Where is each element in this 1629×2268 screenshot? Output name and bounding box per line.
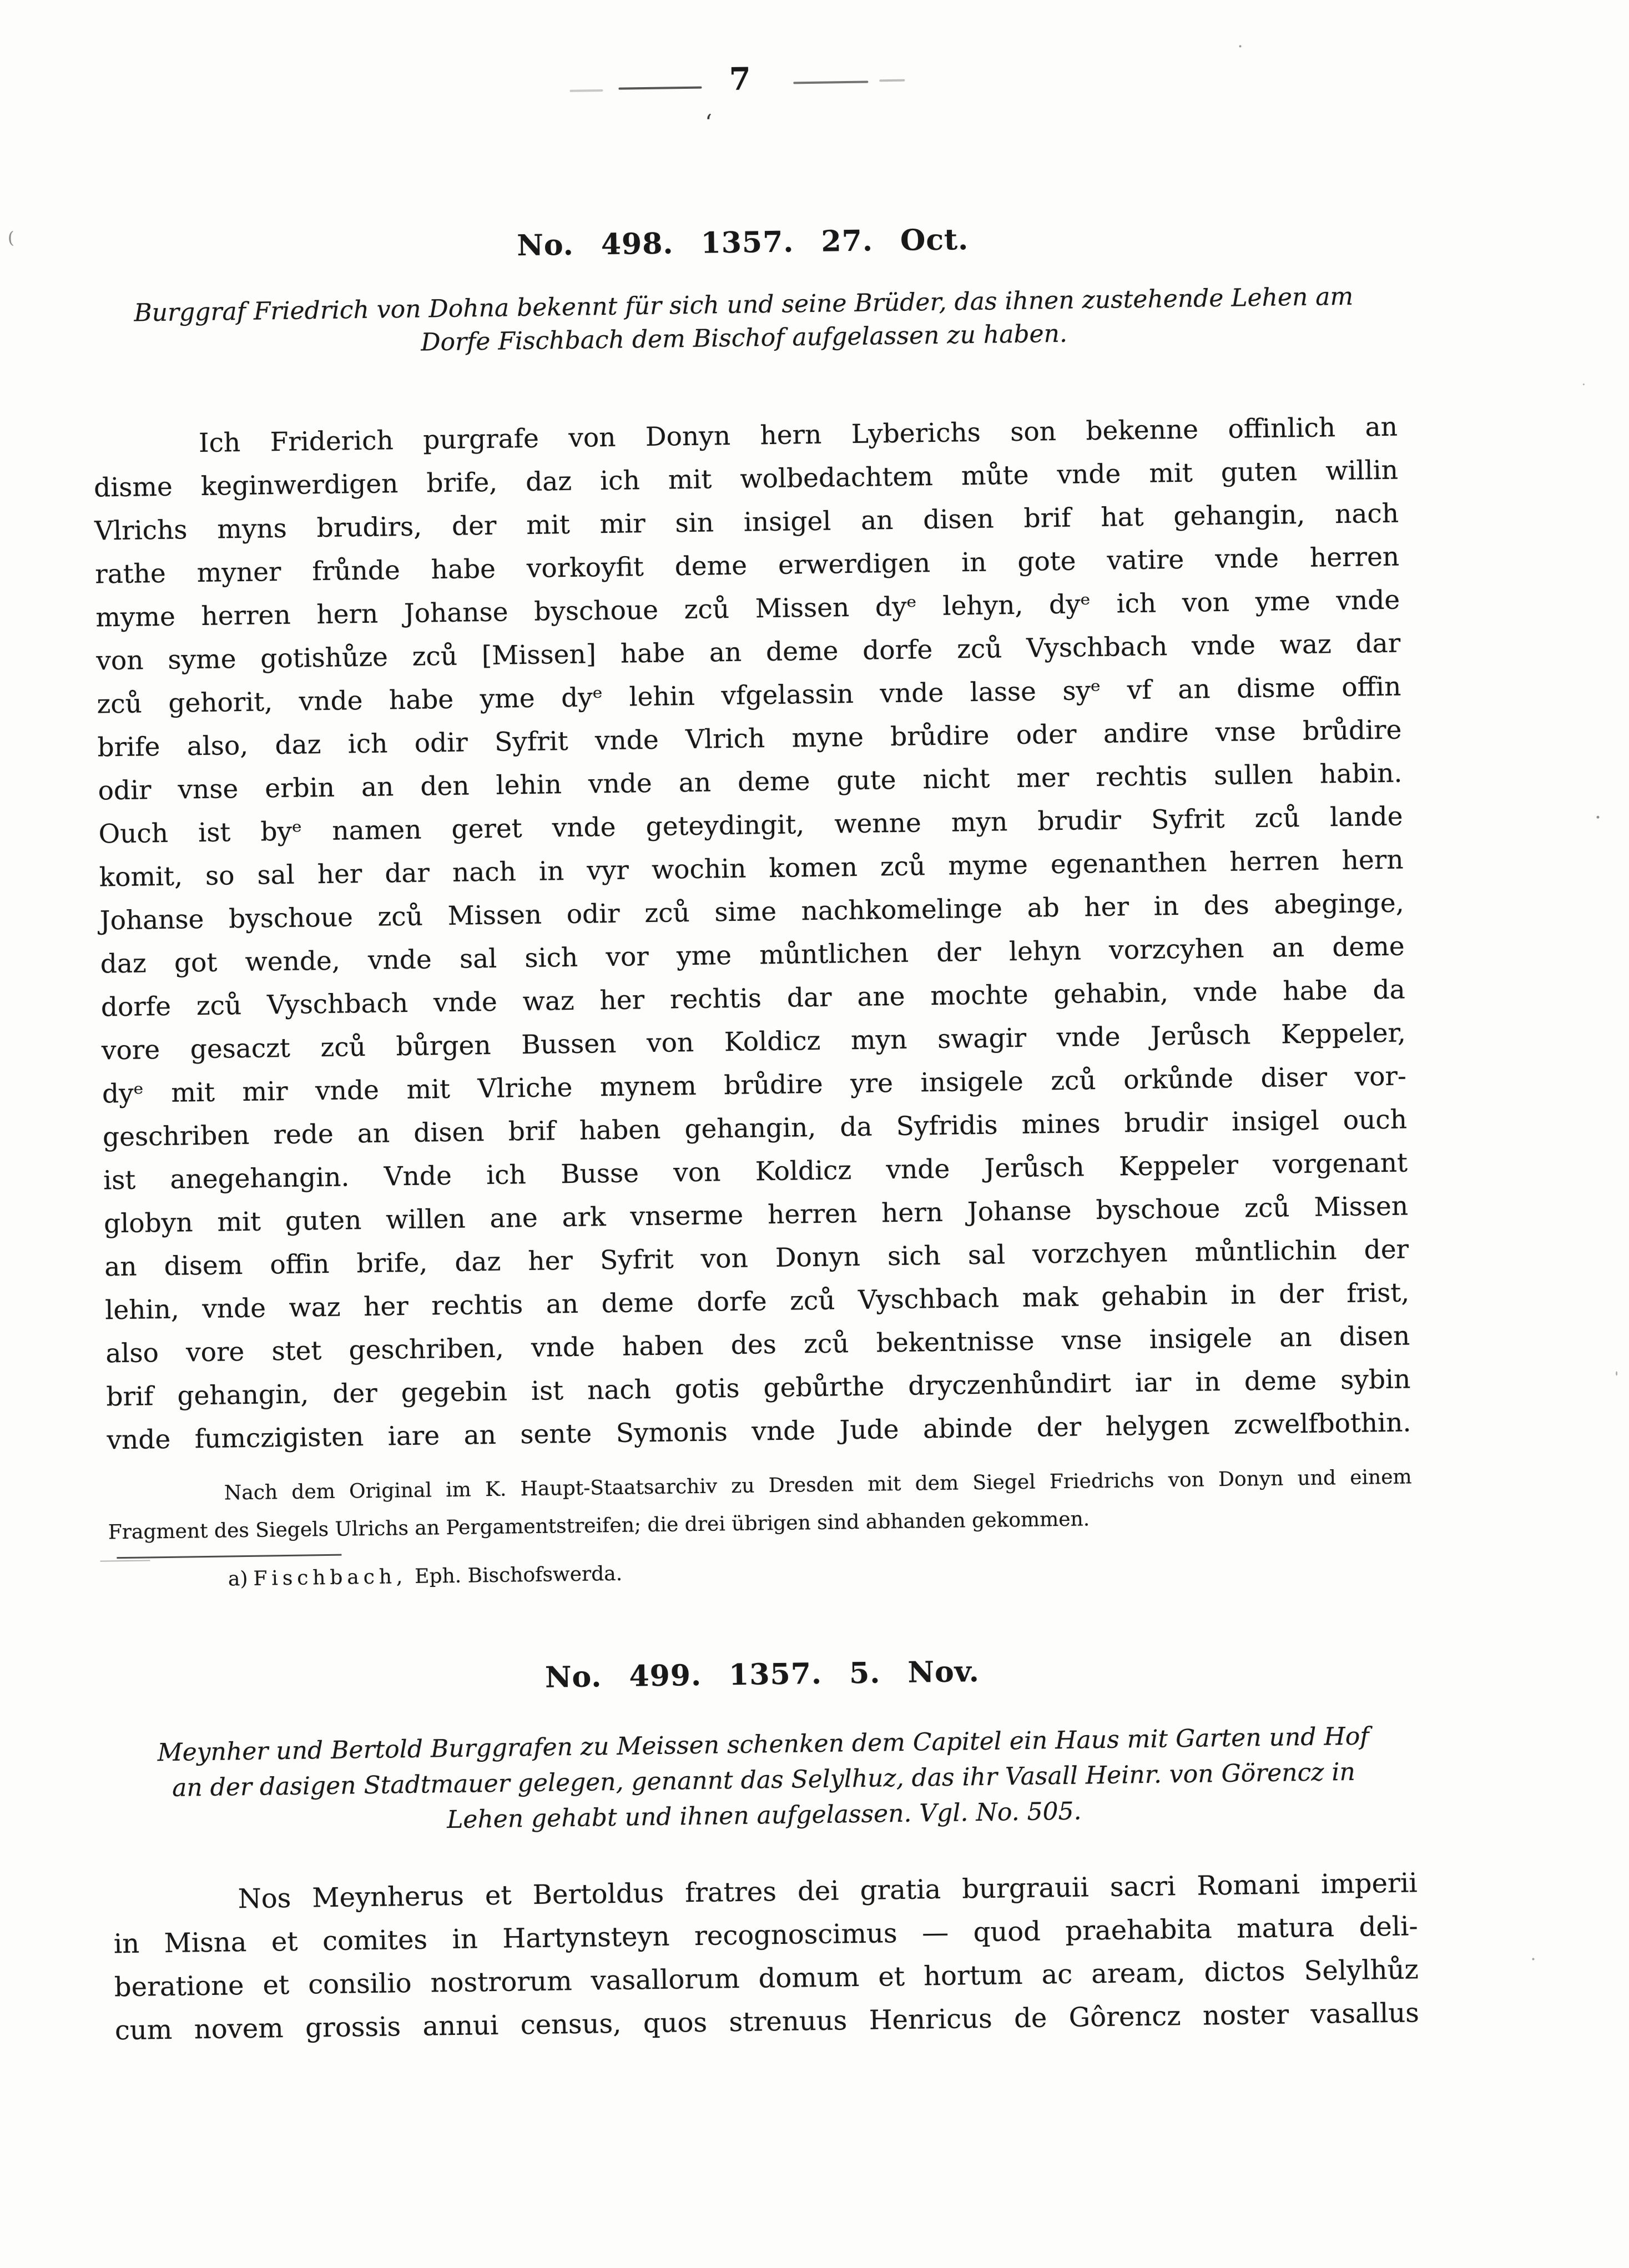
charter-498-body [93, 406, 1411, 1463]
body-line: geschriben rede an disen brif haben gehangin, da Syfridis mines brudir insigel ouch [102, 1104, 1408, 1153]
footnote-a [228, 1563, 623, 1591]
body-line: Ouch ist byᵉ namen geret vnde geteydingit, wenne myn brudir Syfrit zců lande [98, 801, 1403, 850]
body-line: brife also, daz ich odir Syfrit vnde Vlrich myne brůdire oder andire vnse brůdire [97, 714, 1402, 763]
body-line: zců gehorit, vnde habe yme dyᵉ lehin vfgelassin vnde lasse syᵉ vf an disme offin [97, 671, 1401, 720]
body-line: also vore stet geschriben, vnde haben des zců bekentnisse vnse insigele an disen [105, 1321, 1410, 1369]
footnote-rule [117, 1554, 341, 1559]
body-line: an disem offin brife, daz her Syfrit von Donyn sich sal vorzchyen můntlichin der [104, 1234, 1409, 1283]
summary-line: an der dasigen Stadtmauer gelegen, genannt das Selylhuz, das ihr Vasall Heinr. von Görencz in [172, 1757, 1356, 1802]
footnote-term: Fischbach, [253, 1565, 407, 1590]
charter-499-body [113, 1861, 1419, 2052]
body-line: rathe myner frůnde habe vorkoyfit deme erwerdigen in gote vatire vnde herren [94, 541, 1400, 590]
scan-speck [1239, 45, 1242, 47]
body-line: vore gesaczt zců bůrgen Bussen von Koldicz myn swagir vnde Jerůsch Keppeler, [101, 1017, 1406, 1066]
summary-line: Meynher und Bertold Burggrafen zu Meissen schenken dem Capitel ein Haus mit Garten und Hof [157, 1722, 1369, 1767]
source-note-line: Fragment des Siegels Ulrichs an Pergamentstreifen; die drei übrigen sind abhanden gekommen. [108, 1508, 1090, 1544]
scan-speck [1596, 816, 1599, 819]
footnote-rule-fragment [100, 1560, 150, 1561]
charter-498-heading: No. 498. 1357. 27. Oct. [516, 223, 969, 263]
summary-line: Dorfe Fischbach dem Bischof aufgelassen zu haben. [420, 319, 1068, 357]
charter-499-heading: No. 499. 1357. 5. Nov. [544, 1655, 980, 1695]
scan-speck [1583, 384, 1585, 385]
body-line: Ich Friderich purgrafe von Donyn hern Lyberichs son bekenne offinlich an [198, 411, 1398, 458]
page-number: 7 [729, 61, 753, 98]
body-line: beratione et consilio nostrorum vasallorum domum et hortum ac aream, dictos Selylhůz [114, 1954, 1419, 2003]
body-line: komit, so sal her dar nach in vyr wochin komen zců myme egenanthen herren hern [99, 844, 1404, 893]
body-line: von syme gotishůze zců [Missen] habe an deme dorfe zců Vyschbach vnde waz dar [96, 628, 1401, 677]
charter-498-summary [91, 280, 1396, 364]
header-dash [569, 89, 603, 92]
body-line: myme herren hern Johanse byschoue zců Missen dyᵉ lehyn, dyᵉ ich von yme vnde [95, 584, 1400, 633]
summary-line: Burggraf Friedrich von Dohna bekennt für sich und seine Brüder, das ihnen zustehende Lehen am [134, 282, 1354, 327]
scan-mark: ( [7, 228, 14, 248]
body-line: in Misna et comites in Hartynsteyn recognoscimus — quod praehabita matura deli- [113, 1911, 1419, 1960]
body-line: ist anegehangin. Vnde ich Busse von Koldicz vnde Jerůsch Keppeler vorgenant [103, 1147, 1408, 1196]
footnote-text: Eph. Bischofswerda. [414, 1562, 623, 1588]
source-note-line: Nach dem Original im K. Haupt-Staatsarchiv zu Dresden mit dem Siegel Friedrichs von Donyn und einem [224, 1465, 1412, 1505]
body-line: globyn mit guten willen ane ark vnserme herren hern Johanse byschoue zců Missen [103, 1191, 1409, 1239]
body-line: Nos Meynherus et Bertoldus fratres dei gratia burgrauii sacri Romani imperii [238, 1867, 1418, 1915]
scan-speck [1616, 1371, 1617, 1375]
body-line: Vlrichs myns brudirs, der mit mir sin insigel an disen brif hat gehangin, nach [94, 498, 1399, 547]
body-line: odir vnse erbin an den lehin vnde an deme gute nicht mer rechtis sullen habin. [98, 758, 1403, 807]
scan-speck [1532, 1958, 1534, 1960]
body-line: disme keginwerdigen brife, daz ich mit wolbedachtem můte vnde mit guten willin [93, 455, 1399, 503]
body-line: lehin, vnde waz her rechtis an deme dorfe zců Vyschbach mak gehabin in der frist, [104, 1277, 1410, 1326]
body-line: dyᵉ mit mir vnde mit Vlriche mynem brůdire yre insigele zců orkůnde diser vor- [102, 1061, 1407, 1110]
charter-498-source-note [107, 1458, 1413, 1551]
body-line: vnde fumczigisten iare an sente Symonis vnde Jude abinde der helygen zcwelfbothin. [107, 1407, 1411, 1456]
header-dash [879, 79, 905, 82]
body-line: brif gehangin, der gegebin ist nach gotis gebůrthe dryczenhůndirt iar in deme sybin [106, 1364, 1411, 1413]
body-line: daz got wende, vnde sal sich vor yme můntlichen der lehyn vorzcyhen an deme [100, 931, 1405, 980]
summary-line: Lehen gehabt und ihnen aufgelassen. Vgl. No. 505. [446, 1797, 1082, 1834]
body-line: cum novem grossis annui census, quos strenuus Henricus de Gôrencz noster vasallus [114, 1997, 1420, 2047]
body-line: dorfe zců Vyschbach vnde waz her rechtis dar ane mochte gehabin, vnde habe da [100, 974, 1406, 1023]
body-line: Johanse byschoue zců Missen odir zců sime nachkomelinge ab her in des abeginge, [99, 888, 1404, 936]
charter-499-summary [111, 1718, 1416, 1842]
footnote-marker: a) [228, 1567, 248, 1591]
scan-mark: ‘ [705, 110, 713, 136]
